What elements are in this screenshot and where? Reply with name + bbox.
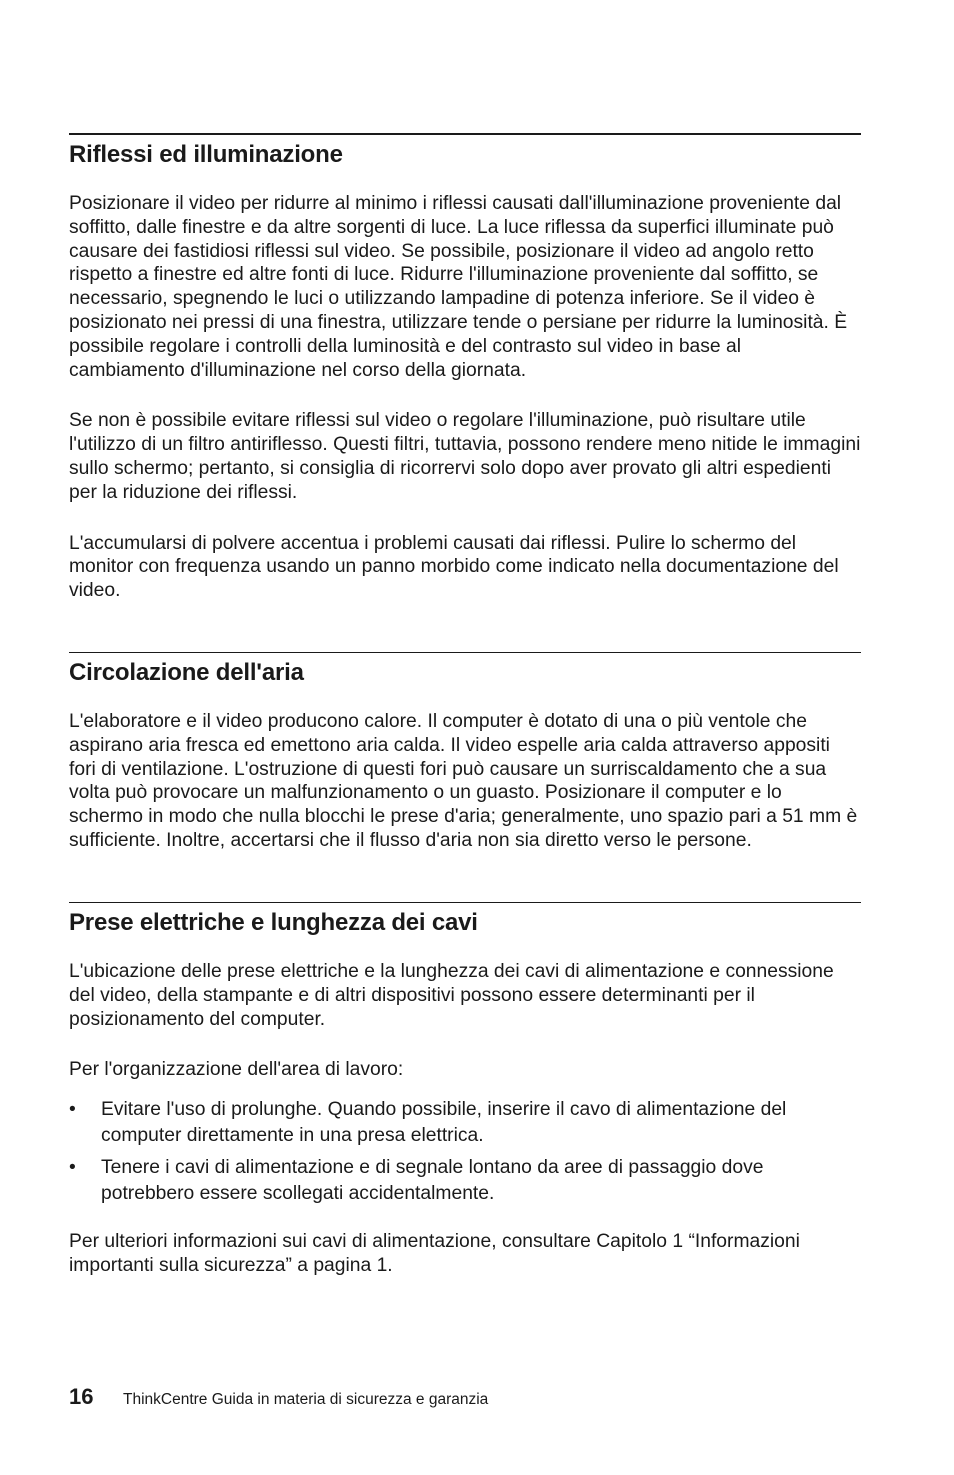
page-footer	[69, 1384, 488, 1410]
section-riflessi	[69, 133, 861, 603]
bullet-list	[69, 1097, 861, 1206]
paragraph: Posizionare il video per ridurre al minimo i riflessi causati dall'illuminazione proveniente dal soffitto, dalle finestre e da altre sorgenti di luce. La luce riflessa da superfici illuminate può causare dei fastidiosi riflessi sul video. Se possibile, posizionare il video ad angolo retto rispetto a finestre ed altre fonti di luce. Ridurre l'illuminazione proveniente dal soffitto, se necessario, spegnendo le luci o utilizzando lampadine di potenza inferiore. Se il video è posizionato nei pressi di una finestra, utilizzare tende o persiane per ridurre la luminosità. È possibile regolare i controlli della luminosità e del contrasto sul video in base al cambiamento d'illuminazione nel corso della giornata.	[69, 193, 848, 381]
footer-title: ThinkCentre Guida in materia di sicurezza e garanzia	[123, 1391, 489, 1408]
list-item-text: Evitare l'uso di prolunghe. Quando possibile, inserire il cavo di alimentazione del computer direttamente in una presa elettrica.	[101, 1099, 787, 1146]
section-circolazione	[69, 652, 861, 853]
section-heading: Circolazione dell'aria	[69, 659, 304, 686]
bullet-icon: •	[69, 1099, 76, 1121]
paragraph: L'ubicazione delle prese elettriche e la lunghezza dei cavi di alimentazione e connessione del video, della stampante e di altri dispositivi possono essere determinanti per il posizionamento del computer.	[69, 961, 834, 1030]
section-heading: Prese elettriche e lunghezza dei cavi	[69, 909, 478, 936]
page-number: 16	[69, 1384, 94, 1409]
paragraph-closing: Per ulteriori informazioni sui cavi di alimentazione, consultare Capitolo 1 “Informazioni importanti sulla sicurezza” a pagina 1.	[69, 1231, 800, 1276]
section-heading: Riflessi ed illuminazione	[69, 141, 343, 168]
section-prese-elettriche	[69, 902, 861, 1278]
paragraph: L'accumularsi di polvere accentua i problemi causati dai riflessi. Pulire lo schermo del monitor con frequenza usando un panno morbido come indicato nella documentazione del video.	[69, 532, 839, 602]
paragraph: Per l'organizzazione dell'area di lavoro:	[69, 1059, 404, 1081]
paragraph: Se non è possibile evitare riflessi sul video o regolare l'illuminazione, può risultare utile l'utilizzo di un filtro antiriflesso. Questi filtri, tuttavia, possono rendere meno nitide le immagini sullo schermo; pertanto, si consiglia di ricorrervi solo dopo aver provato gli altri espedienti per la riduzione dei riflessi.	[69, 410, 861, 503]
list-item	[69, 1155, 861, 1206]
bullet-icon: •	[69, 1157, 76, 1179]
list-item	[69, 1097, 861, 1148]
list-item-text: Tenere i cavi di alimentazione e di segnale lontano da aree di passaggio dove potrebbero essere scollegati accidentalmente.	[101, 1157, 764, 1204]
paragraph: L'elaboratore e il video producono calore. Il computer è dotato di una o più ventole che aspirano aria fresca ed emettono aria calda. Il video espelle aria calda attraverso appositi fori di ventilazione. L'ostruzione di questi fori può causare un surriscaldamento che a sua volta può provocare un malfunzionamento o un guasto. Posizionare il computer e lo schermo in modo che nulla blocchi le prese d'aria; generalmente, uno spazio pari a 51 mm è sufficiente. Inoltre, accertarsi che il flusso d'aria non sia diretto verso le persone.	[69, 711, 858, 851]
